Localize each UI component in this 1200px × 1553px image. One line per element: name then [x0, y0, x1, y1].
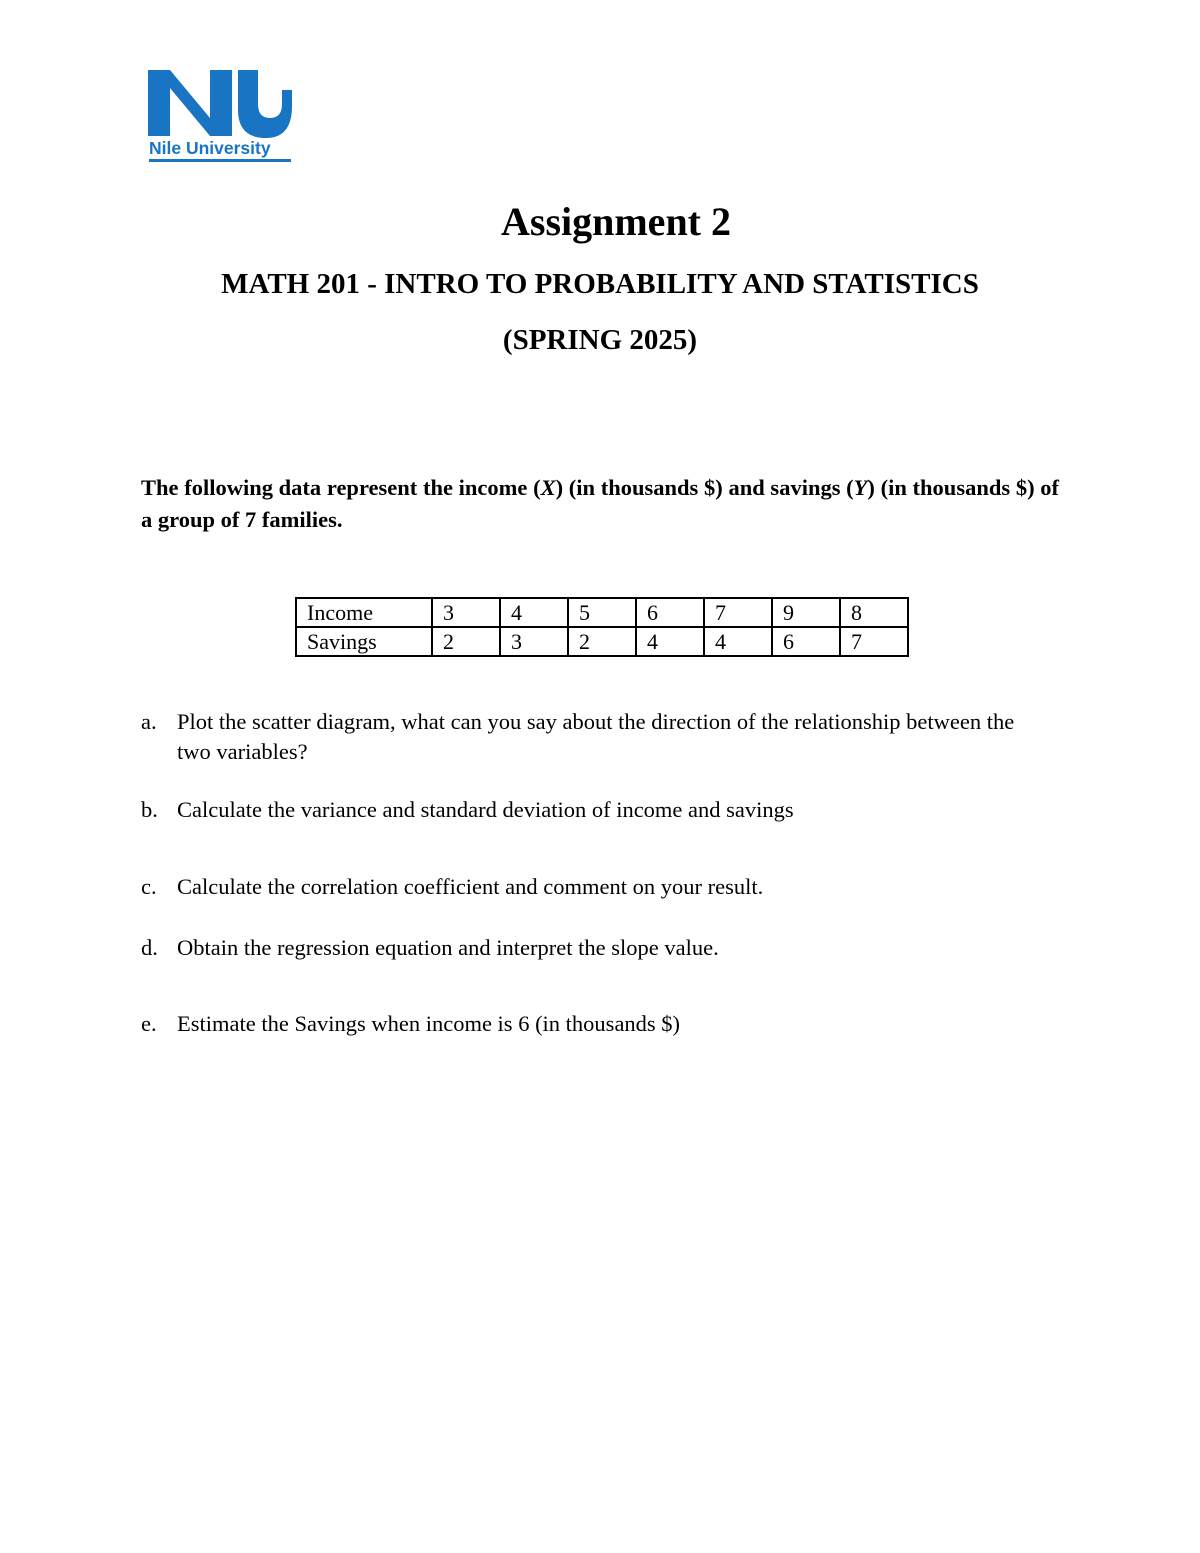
table-cell: 3 — [432, 598, 500, 627]
table-cell: 7 — [704, 598, 772, 627]
question-text: Obtain the regression equation and interpret the slope value. — [177, 935, 719, 960]
y-variable: Y — [853, 475, 868, 500]
row-label: Savings — [296, 627, 432, 656]
table-row — [296, 598, 908, 627]
question-text: Estimate the Savings when income is 6 (in thousands $) — [177, 1011, 681, 1036]
question-e — [141, 1009, 1017, 1039]
table-cell: 9 — [772, 598, 840, 627]
logo-text: Nile University — [149, 138, 271, 158]
table-cell: 4 — [500, 598, 568, 627]
assignment-title: Assignment 2 — [500, 199, 732, 244]
table-cell: 5 — [568, 598, 636, 627]
row-label: Income — [296, 598, 432, 627]
table-cell: 3 — [500, 627, 568, 656]
table-row — [296, 627, 908, 656]
question-label: a. — [141, 709, 157, 734]
question-c — [141, 872, 1017, 902]
nu-logo-icon — [146, 66, 294, 166]
x-variable: X — [540, 475, 556, 500]
university-logo — [146, 66, 294, 166]
question-label: b. — [141, 797, 158, 822]
table-cell: 6 — [636, 598, 704, 627]
table-cell: 4 — [704, 627, 772, 656]
course-title: MATH 201 - INTRO TO PROBABILITY AND STATISTICS — [221, 268, 979, 300]
question-b — [141, 795, 1017, 825]
table-cell: 6 — [772, 627, 840, 656]
question-text: Calculate the correlation coefficient and comment on your result. — [177, 874, 764, 899]
term-label: (SPRING 2025) — [502, 324, 698, 356]
intro-paragraph: The following data represent the income (X) (in thousands $) and savings (Y) (in thousands $) of a group of 7 families. — [141, 475, 1059, 532]
question-a — [141, 707, 1017, 767]
question-d — [141, 933, 1017, 963]
question-text: Plot the scatter diagram, what can you say about the direction of the relationship between the two variables? — [177, 709, 1015, 764]
question-label: d. — [141, 935, 158, 960]
table-cell: 7 — [840, 627, 908, 656]
table-cell: 4 — [636, 627, 704, 656]
income-savings-table — [295, 597, 909, 657]
question-text: Calculate the variance and standard deviation of income and savings — [177, 797, 794, 822]
question-label: e. — [141, 1011, 157, 1036]
table-cell: 2 — [432, 627, 500, 656]
table-cell: 8 — [840, 598, 908, 627]
table-cell: 2 — [568, 627, 636, 656]
question-label: c. — [141, 874, 157, 899]
